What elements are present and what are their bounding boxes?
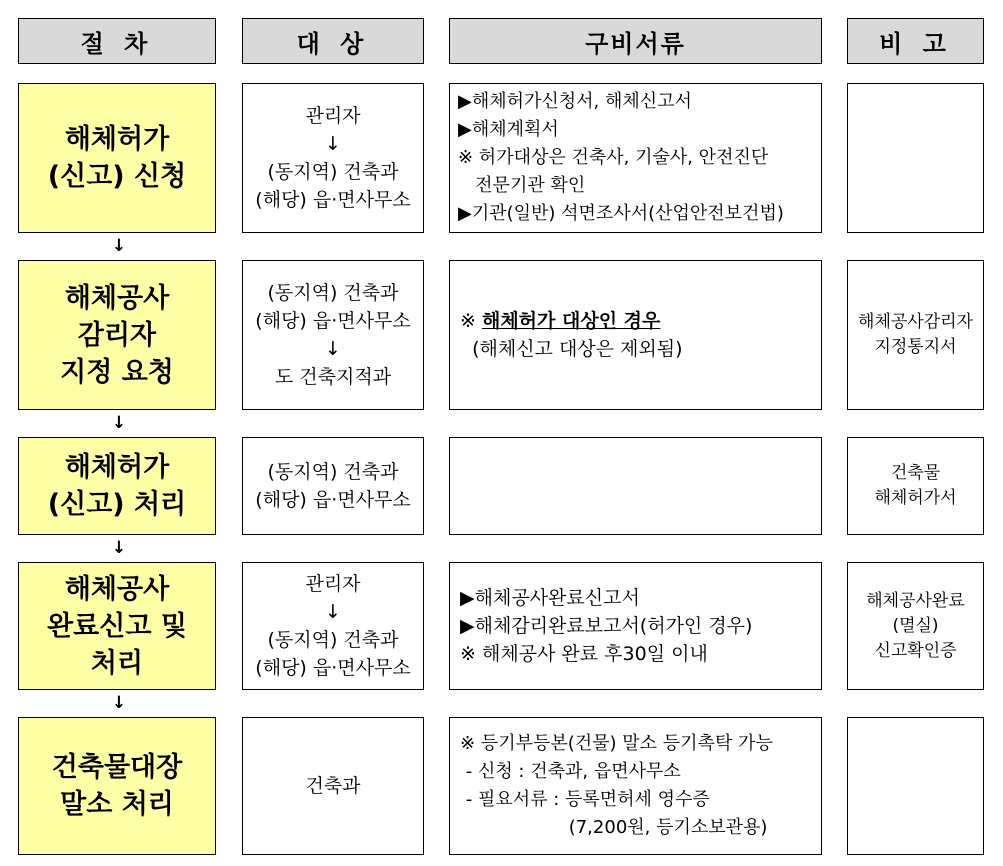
target-box-3 (242, 437, 424, 535)
document-item: ▶기관(일반) 석면조사서(산업안전보건법) (458, 203, 784, 224)
step-box-3 (18, 437, 216, 535)
document-item: ▶해체공사완료신고서 (460, 587, 640, 609)
header-procedure (18, 18, 216, 64)
flow-arrow: ↓ (111, 236, 127, 256)
flow-arrow: ↓ (111, 693, 127, 713)
step-line: 말소 처리 (60, 789, 174, 820)
step-box-1 (18, 83, 216, 233)
step-box-2 (18, 260, 216, 410)
step-line: 해체허가 (64, 124, 170, 155)
documents-box-4 (449, 562, 822, 690)
remark-line: 해체공사완료 (866, 590, 965, 611)
target-line: (해당) 읍·면사무소 (255, 657, 411, 679)
target-box-2 (242, 260, 424, 410)
documents-box-2 (449, 260, 822, 410)
document-note: ※ 해체공사 완료 후30일 이내 (460, 643, 708, 665)
remarks-box-5 (847, 717, 984, 855)
step-line: 해체허가 (64, 452, 170, 483)
flow-arrow: ↓ (111, 413, 127, 433)
document-item: ▶해체계획서 (458, 119, 559, 140)
target-arrow: ↓ (325, 133, 341, 155)
step-box-5 (18, 717, 216, 855)
remarks-box-3 (847, 437, 984, 535)
step-line: 처리 (90, 647, 144, 679)
target-arrow: ↓ (325, 601, 341, 623)
document-item: ▶해체허가신청서, 해체신고서 (458, 91, 692, 112)
document-emphasis-line (460, 307, 821, 335)
target-box-4 (242, 562, 424, 690)
header-remarks (847, 18, 984, 64)
step-line: (신고) 신청 (47, 161, 187, 192)
remarks-box-2 (847, 260, 984, 410)
target-line: (동지역) 건축과 (267, 461, 399, 483)
header-documents (449, 18, 822, 64)
document-note: ※ 등기부등본(건물) 말소 등기촉탁 가능 (460, 733, 773, 754)
target-box-5 (242, 717, 424, 855)
remarks-box-4 (847, 562, 984, 690)
step-line: (신고) 처리 (47, 489, 187, 520)
target-line: 도 건축지적과 (274, 366, 392, 388)
step-line: 해체공사 (64, 282, 170, 314)
remark-line: (멸실) (892, 615, 939, 636)
step-box-4 (18, 562, 216, 690)
target-line: 관리자 (305, 105, 361, 127)
header-remarks-label: 비 고 (879, 29, 952, 58)
step-line: 지정 요청 (60, 356, 174, 388)
target-line: (해당) 읍·면사무소 (255, 489, 411, 511)
header-target-label: 대 상 (296, 29, 370, 58)
document-emphasis: 해체허가 대상인 경우 (481, 310, 661, 332)
documents-box-1 (449, 83, 822, 233)
target-line: 건축과 (305, 775, 361, 797)
step-line: 건축물대장 (51, 752, 183, 783)
document-subitem: (7,200원, 등기소보관용) (460, 817, 768, 838)
step-line: 해체공사 (64, 573, 170, 605)
note-mark: ※ (460, 310, 482, 332)
target-line: (동지역) 건축과 (267, 161, 399, 183)
header-documents-label: 구비서류 (585, 29, 686, 58)
document-subitem: - 신청 : 건축과, 읍면사무소 (460, 761, 681, 782)
target-line: (해당) 읍·면사무소 (255, 310, 411, 332)
step-line: 감리자 (77, 319, 157, 351)
documents-box-5 (449, 717, 822, 855)
documents-box-3 (449, 437, 822, 535)
document-subitem: - 필요서류 : 등록면허세 영수증 (460, 789, 710, 810)
target-box-1 (242, 83, 424, 233)
step-line: 완료신고 및 (47, 610, 187, 642)
remarks-box-1 (847, 83, 984, 233)
document-note: ※ 허가대상은 건축사, 기술사, 안전진단 (458, 147, 769, 168)
remark-line: 건축물 (890, 463, 941, 483)
header-procedure-label: 절 차 (80, 29, 154, 58)
remark-line: 지정통지서 (874, 337, 957, 357)
target-line: (동지역) 건축과 (267, 629, 399, 651)
document-note: 전문기관 확인 (458, 175, 586, 196)
remark-line: 해체공사감리자 (858, 312, 973, 332)
target-line: (동지역) 건축과 (267, 282, 399, 304)
flow-arrow: ↓ (111, 538, 127, 558)
document-note: (해체신고 대상은 제외됨) (460, 338, 683, 360)
remark-line: 해체허가서 (874, 488, 957, 508)
header-target (242, 18, 424, 64)
target-arrow: ↓ (325, 338, 341, 360)
target-line: 관리자 (305, 573, 361, 595)
target-line: (해당) 읍·면사무소 (255, 189, 411, 211)
document-item: ▶해체감리완료보고서(허가인 경우) (460, 615, 753, 637)
remark-line: 신고확인증 (874, 640, 957, 661)
